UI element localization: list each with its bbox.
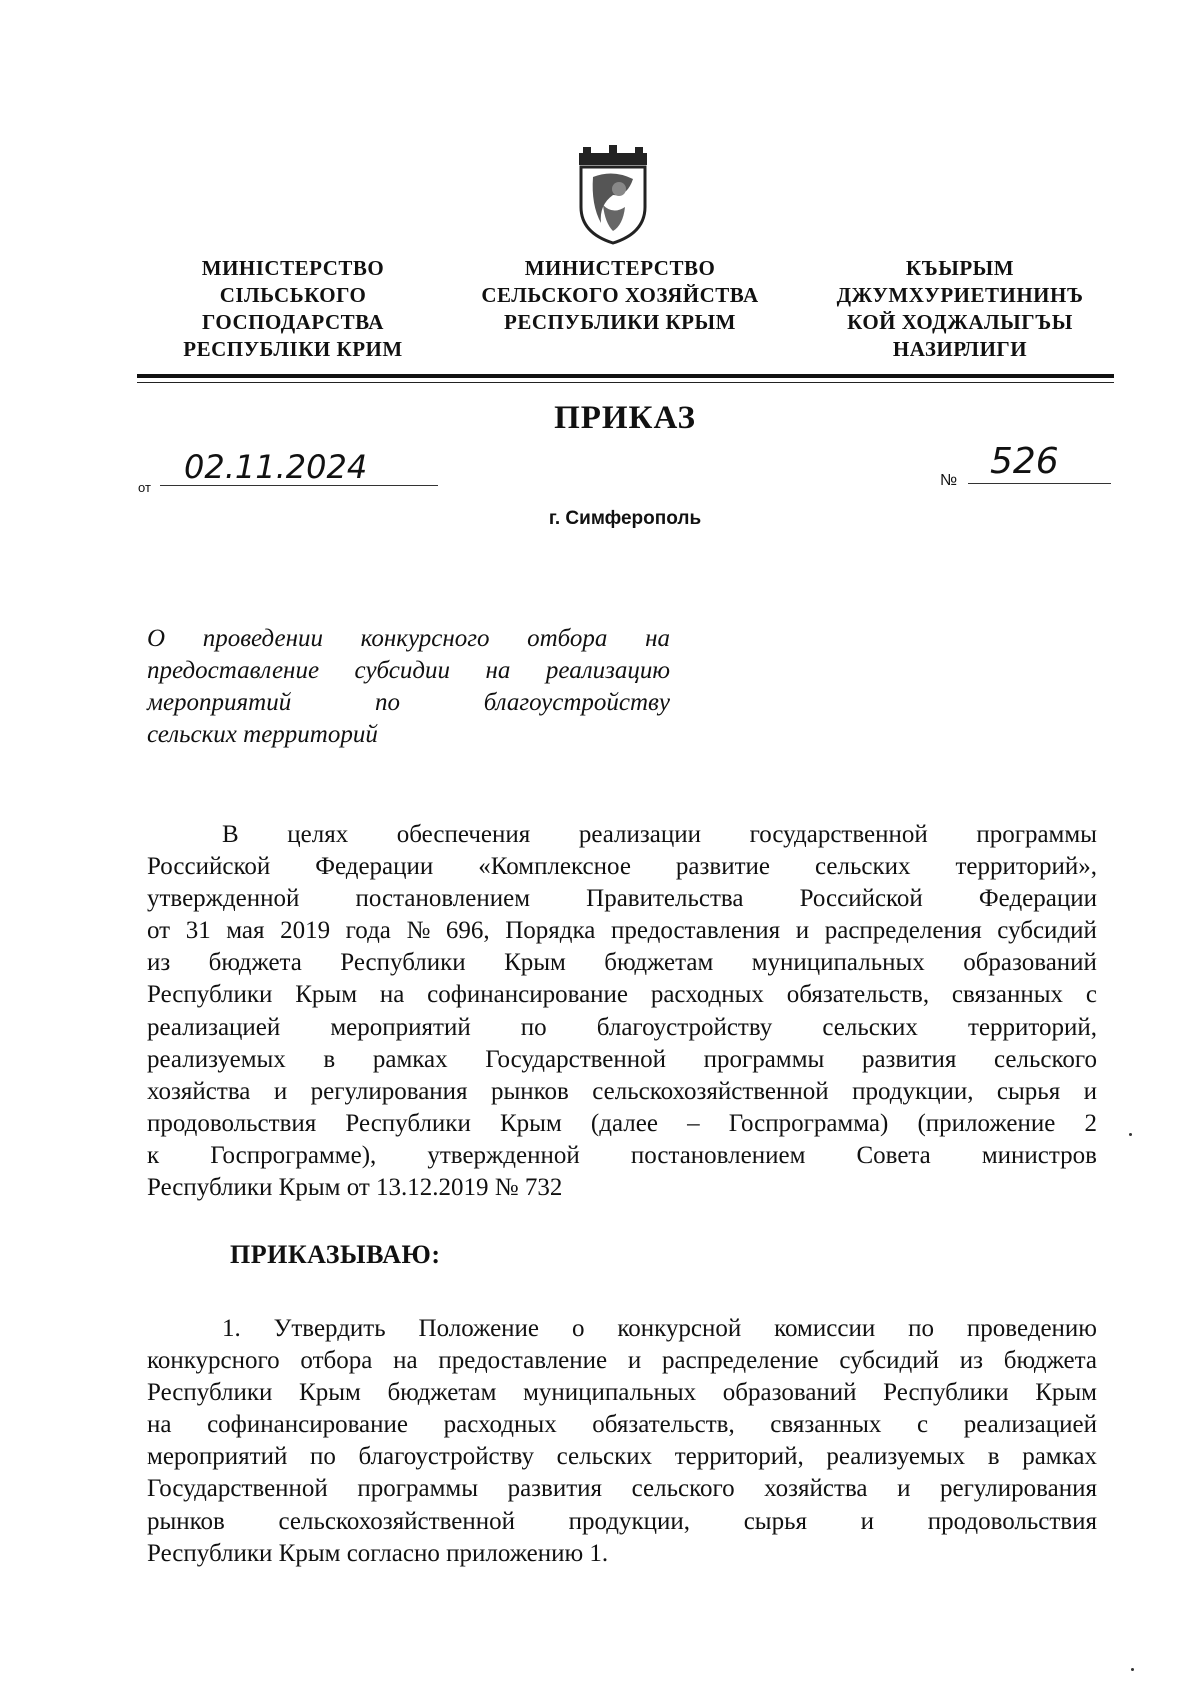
document-number: 526 xyxy=(968,440,1111,484)
word: программы xyxy=(703,1045,825,1073)
word: на xyxy=(147,1411,172,1439)
word: комиссии xyxy=(774,1315,876,1342)
word: сырья xyxy=(996,1077,1061,1105)
word: продукции, xyxy=(852,1077,974,1105)
word: образований xyxy=(963,949,1097,977)
word: регулирования xyxy=(940,1475,1097,1503)
word: 696, xyxy=(445,917,490,945)
word: «Комплексное xyxy=(478,853,631,881)
ministry-name-russian xyxy=(455,255,785,336)
word: по xyxy=(908,1315,935,1342)
text-line xyxy=(147,1076,1097,1108)
word: бюджета xyxy=(1003,1347,1097,1375)
word: Положение xyxy=(418,1315,540,1342)
text-line xyxy=(147,851,1097,883)
word: бюджетам xyxy=(604,949,714,977)
word: сельского xyxy=(631,1475,735,1503)
word: конкурсной xyxy=(617,1315,742,1342)
word: и xyxy=(1083,1077,1097,1105)
word: обязательств, xyxy=(592,1411,735,1439)
order-item-1 xyxy=(147,1313,1097,1570)
word: постановлением xyxy=(630,1141,806,1169)
word: с xyxy=(917,1411,929,1439)
header-divider-thin xyxy=(137,382,1114,383)
word: Совета xyxy=(856,1141,931,1169)
word: Республики xyxy=(883,1379,1009,1407)
ministry-name-line: МИНІСТЕРСТВО xyxy=(201,256,385,280)
word: Крым xyxy=(499,1109,562,1137)
word: субсидий xyxy=(839,1347,939,1375)
word: регулирования xyxy=(310,1077,468,1105)
word: в xyxy=(987,1443,1000,1471)
word: на xyxy=(485,657,511,684)
word: реализуемых xyxy=(147,1045,286,1073)
word: реализуемых xyxy=(826,1443,966,1471)
text-line: Республики Крым согласно приложению 1. xyxy=(147,1539,609,1567)
word: реализацией xyxy=(147,1013,281,1041)
ministry-name-line: РЕСПУБЛІКИ КРИМ xyxy=(183,337,403,361)
word: благоустройству xyxy=(483,689,670,716)
text-line xyxy=(147,687,670,719)
word: (далее xyxy=(590,1109,658,1137)
document-date: 02.11.2024 xyxy=(160,448,438,486)
document-type-title: ПРИКАЗ xyxy=(554,400,696,436)
word: и xyxy=(897,1475,911,1503)
word: Утвердить xyxy=(273,1315,386,1342)
word: субсидии xyxy=(354,657,451,684)
word: сырья xyxy=(743,1507,807,1535)
word: образований xyxy=(722,1379,857,1407)
word: реализацию xyxy=(545,657,670,684)
ministry-name-line: НАЗИРЛИГИ xyxy=(892,337,1028,361)
text-line xyxy=(147,1313,1097,1345)
word: министров xyxy=(981,1141,1097,1169)
word: Федерации xyxy=(315,853,434,881)
text-line xyxy=(147,1409,1097,1441)
word: программы xyxy=(357,1475,479,1503)
word: на xyxy=(379,981,405,1009)
text-line xyxy=(147,1506,1097,1538)
word: и xyxy=(860,1507,875,1535)
ministry-name-line: ДЖУМХУРИЕТИНИНЪ xyxy=(836,283,1084,307)
text-line xyxy=(147,1140,1097,1172)
text-line: сельских территорий xyxy=(147,721,378,748)
word: В xyxy=(222,821,239,848)
word: предоставления xyxy=(610,917,781,945)
word: мероприятий xyxy=(147,689,292,716)
word: утвержденной xyxy=(427,1141,580,1169)
word: хозяйства xyxy=(147,1077,251,1105)
coat-of-arms-emblem xyxy=(573,145,653,245)
word: из xyxy=(147,949,171,977)
ministry-name-line: ГОСПОДАРСТВА xyxy=(202,310,384,334)
word: обеспечения xyxy=(396,821,531,848)
ministry-name-line: СЕЛЬСКОГО ХОЗЯЙСТВА xyxy=(481,283,759,307)
word: 1. xyxy=(222,1315,241,1342)
word: бюджета xyxy=(208,949,302,977)
word: продовольствия xyxy=(147,1109,317,1137)
ministry-name-ukrainian xyxy=(148,255,438,363)
word: расходных xyxy=(650,981,764,1009)
text-line xyxy=(147,1108,1097,1140)
ministry-name-line: МИНИСТЕРСТВО xyxy=(524,256,716,280)
word: отбора xyxy=(527,625,608,652)
word: распределение xyxy=(662,1347,819,1375)
word: с xyxy=(1085,981,1097,1009)
word: Государственной xyxy=(147,1475,328,1503)
word: конкурсного xyxy=(360,625,490,652)
word: территорий, xyxy=(967,1013,1097,1041)
word: и xyxy=(627,1347,642,1375)
word: Республики xyxy=(340,949,466,977)
word: на xyxy=(393,1347,418,1375)
text-line xyxy=(147,1012,1097,1044)
word: сельских xyxy=(814,853,911,881)
ministry-name-line: КЪЫРЫМ xyxy=(905,256,1015,280)
word: по xyxy=(309,1443,336,1471)
word: Республики xyxy=(147,1379,273,1407)
word: на xyxy=(645,625,670,652)
word: Порядка xyxy=(505,917,596,945)
word: распределения xyxy=(824,917,982,945)
word: отбора xyxy=(300,1347,373,1375)
word: продукции, xyxy=(568,1507,691,1535)
text-line xyxy=(147,1473,1097,1505)
word: Федерации xyxy=(978,885,1097,913)
word: Правительства xyxy=(586,885,744,913)
text-line xyxy=(147,883,1097,915)
text-line xyxy=(147,819,1097,851)
word: проведению xyxy=(966,1315,1097,1342)
word: реализацией xyxy=(963,1411,1097,1439)
city-line: г. Симферополь xyxy=(548,508,702,529)
word: связанных xyxy=(951,981,1064,1009)
word: 31 xyxy=(185,917,211,945)
word: хозяйства xyxy=(764,1475,868,1503)
word: – xyxy=(687,1109,700,1137)
word: № xyxy=(406,917,431,945)
word: расходных xyxy=(443,1411,557,1439)
word: сельскохозяйственной xyxy=(592,1077,829,1105)
word: связанных xyxy=(770,1411,882,1439)
text-line xyxy=(147,947,1097,979)
word: к xyxy=(147,1141,160,1169)
word: сельского xyxy=(994,1045,1097,1073)
word: рамках xyxy=(1022,1443,1097,1471)
word: рамках xyxy=(372,1045,448,1073)
word: целях xyxy=(287,821,349,848)
word: Крым xyxy=(504,949,566,977)
word: реализации xyxy=(578,821,701,848)
word: софинансирование xyxy=(427,981,629,1009)
word: муниципальных xyxy=(751,949,925,977)
word: обязательств, xyxy=(786,981,930,1009)
word: года xyxy=(345,917,391,945)
word: бюджетам xyxy=(387,1379,497,1407)
word: Республики xyxy=(147,981,273,1009)
word: территорий», xyxy=(955,853,1097,881)
word: Крым xyxy=(1035,1379,1097,1407)
word: мероприятий xyxy=(147,1443,288,1471)
word: территорий, xyxy=(674,1443,804,1471)
number-label: № xyxy=(940,472,958,489)
word: от xyxy=(147,917,171,945)
word: Российской xyxy=(799,885,923,913)
word: продовольствия xyxy=(927,1507,1097,1535)
ministry-name-crimean-tatar xyxy=(795,255,1125,363)
document-subject xyxy=(147,623,670,751)
word: благоустройству xyxy=(358,1443,534,1471)
word: (приложение xyxy=(917,1109,1056,1137)
word: проведении xyxy=(202,625,323,652)
ministry-name-line: КОЙ ХОДЖАЛЫГЪЫ xyxy=(847,310,1073,334)
word: Госпрограмме), xyxy=(210,1141,377,1169)
word: и xyxy=(273,1077,288,1105)
header-divider-thick xyxy=(137,374,1114,378)
word: рынков xyxy=(147,1507,225,1535)
word: Республики xyxy=(345,1109,471,1137)
word: постановлением xyxy=(355,885,531,913)
word: по xyxy=(374,689,400,716)
word: Крым xyxy=(295,981,358,1009)
word: сельскохозяйственной xyxy=(278,1507,515,1535)
word: программы xyxy=(976,821,1097,848)
word: Российской xyxy=(147,853,271,881)
word: субсидий xyxy=(997,917,1097,945)
text-line xyxy=(147,1044,1097,1076)
word: в xyxy=(323,1045,336,1073)
word: о xyxy=(571,1315,585,1342)
word: мая xyxy=(226,917,265,945)
date-label: от xyxy=(138,480,151,495)
word: развития xyxy=(507,1475,603,1503)
word: утвержденной xyxy=(147,885,300,913)
text-line xyxy=(147,915,1097,947)
order-heading: ПРИКАЗЫВАЮ: xyxy=(230,1240,441,1269)
text-line xyxy=(147,1345,1097,1377)
word: сельских xyxy=(556,1443,653,1471)
word: 2 xyxy=(1084,1109,1097,1137)
word: предоставление xyxy=(147,657,320,684)
ministry-name-line: РЕСПУБЛИКИ КРЫМ xyxy=(504,310,736,334)
word: по xyxy=(520,1013,547,1041)
word: развития xyxy=(861,1045,957,1073)
ministry-name-line: СІЛЬСЬКОГО xyxy=(219,283,367,307)
scan-speck xyxy=(1131,1668,1134,1671)
word: конкурсного xyxy=(147,1347,280,1375)
word: государственной xyxy=(749,821,928,848)
word: О xyxy=(147,625,166,652)
word: развитие xyxy=(675,853,770,881)
word: сельских xyxy=(822,1013,918,1041)
text-line: Республики Крым от 13.12.2019 № 732 xyxy=(147,1174,563,1202)
word: софинансирование xyxy=(207,1411,409,1439)
text-line xyxy=(147,1377,1097,1409)
word: мероприятий xyxy=(330,1013,471,1041)
scan-speck xyxy=(1129,1133,1132,1136)
text-line xyxy=(147,623,670,655)
word: Государственной xyxy=(485,1045,667,1073)
word: Госпрограмма) xyxy=(728,1109,889,1137)
word: и xyxy=(795,917,810,945)
word: благоустройству xyxy=(596,1013,773,1041)
word: муниципальных xyxy=(523,1379,697,1407)
word: предоставление xyxy=(438,1347,608,1375)
preamble-paragraph xyxy=(147,819,1097,1204)
word: 2019 xyxy=(280,917,331,945)
text-line xyxy=(147,979,1097,1011)
text-line xyxy=(147,655,670,687)
word: рынков xyxy=(490,1077,569,1105)
word: из xyxy=(959,1347,983,1375)
word: Крым xyxy=(299,1379,361,1407)
text-line xyxy=(147,1441,1097,1473)
